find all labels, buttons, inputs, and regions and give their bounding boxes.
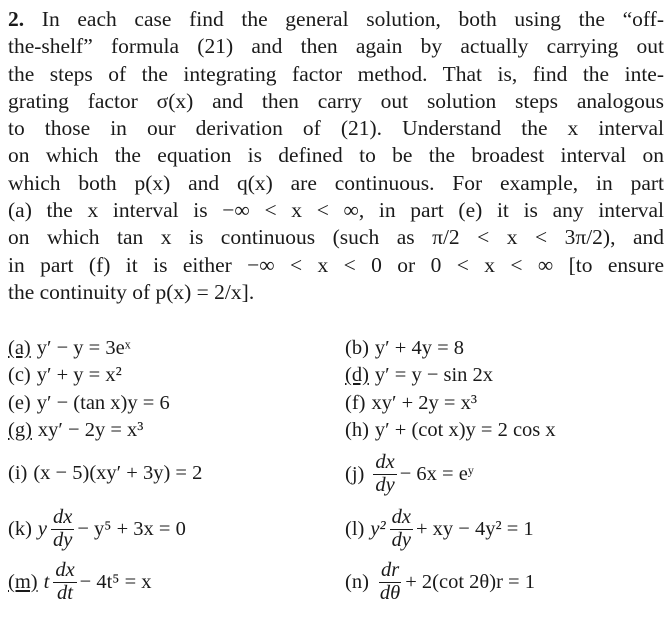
part-prefix: y² <box>370 517 386 540</box>
part-n <box>345 560 535 604</box>
part-k <box>8 507 186 551</box>
part-m <box>8 560 152 604</box>
fraction-numerator: dx <box>375 451 395 473</box>
part-label: (l) <box>345 517 365 540</box>
derivative-fraction <box>51 507 74 551</box>
part-equation: y′ + y = x² <box>36 364 122 386</box>
part-label: (c) <box>8 364 31 386</box>
part-b <box>345 337 464 360</box>
part-equation: xy′ − 2y = x³ <box>37 419 144 441</box>
part-label: (n) <box>345 570 369 593</box>
problem-line: 2. In each case find the general solution, both using the “off- <box>8 7 664 31</box>
problem-line: which both p(x) and q(x) are continuous. For example, in part <box>8 170 664 195</box>
part-equation: y′ − y = 3eˣ <box>36 337 131 359</box>
part-l <box>345 507 534 551</box>
fraction-denominator: dy <box>53 528 73 551</box>
problem-line: to those in our derivation of (21). Understand the x interval <box>8 116 664 141</box>
fraction-numerator: dx <box>55 559 75 581</box>
fraction-numerator: dx <box>391 506 411 528</box>
fraction-denominator: dy <box>391 528 411 551</box>
problem-line: in part (f) it is either −∞ < x < 0 or 0 < x < ∞ [to ensure <box>8 252 664 277</box>
part-label: (d) <box>345 364 369 386</box>
part-e <box>8 392 170 415</box>
part-label: (h) <box>345 419 369 441</box>
fraction-denominator: dθ <box>379 581 401 604</box>
part-label: (j) <box>345 462 365 485</box>
problem-line: the continuity of p(x) = 2/x]. <box>8 279 255 304</box>
part-equation: (x − 5)(xy′ + 3y) = 2 <box>33 462 203 484</box>
problem-statement <box>8 6 664 306</box>
part-d <box>345 364 493 387</box>
fraction-denominator: dt <box>57 581 73 604</box>
fraction-denominator: dy <box>375 473 395 496</box>
problem-line: on which tan x is continuous (such as π/2 < x < 3π/2), and <box>8 225 664 250</box>
part-equation: y′ − (tan x)y = 6 <box>36 392 170 414</box>
part-label: (i) <box>8 462 28 484</box>
part-equation-rest: − 6x = eʸ <box>399 462 474 485</box>
part-i <box>8 462 202 485</box>
part-equation: y′ + (cot x)y = 2 cos x <box>374 419 556 441</box>
problem-line: grating factor σ(x) and then carry out solution steps analogous <box>8 88 664 113</box>
part-label: (k) <box>8 517 32 540</box>
problem-line: the steps of the integrating factor method. That is, find the inte- <box>8 61 664 86</box>
part-equation-rest: + xy − 4y² = 1 <box>415 517 534 540</box>
part-f <box>345 392 477 415</box>
fraction-numerator: dx <box>53 506 73 528</box>
part-label: (f) <box>345 392 366 414</box>
problem-line: the-shelf” formula (21) and then again by actually carrying out <box>8 34 664 59</box>
derivative-fraction <box>390 507 413 551</box>
part-g <box>8 419 143 442</box>
part-h <box>345 419 556 442</box>
part-equation: xy′ + 2y = x³ <box>371 392 477 414</box>
part-equation: y′ + 4y = 8 <box>374 337 465 359</box>
part-label: (m) <box>8 570 38 593</box>
part-c <box>8 364 122 387</box>
part-equation-rest: − y⁵ + 3x = 0 <box>77 517 186 540</box>
part-j <box>345 452 474 496</box>
problem-number: 2. <box>8 7 25 31</box>
derivative-fraction <box>378 560 402 604</box>
part-equation-rest: + 2(cot 2θ)r = 1 <box>405 570 535 593</box>
part-equation-rest: − 4t⁵ = x <box>79 570 152 593</box>
fraction-numerator: dr <box>380 559 400 581</box>
part-label: (b) <box>345 337 369 359</box>
part-label: (a) <box>8 337 31 359</box>
problem-line: (a) the x interval is −∞ < x < ∞, in part (e) it is any interval <box>8 198 664 223</box>
part-prefix: y <box>37 517 48 540</box>
derivative-fraction <box>53 560 76 604</box>
part-prefix: t <box>43 570 50 593</box>
part-equation: y′ = y − sin 2x <box>374 364 494 386</box>
part-a <box>8 337 131 360</box>
derivative-fraction <box>373 452 396 496</box>
part-label: (e) <box>8 392 31 414</box>
problem-line: on which the equation is defined to be the broadest interval on <box>8 143 664 168</box>
part-label: (g) <box>8 419 32 441</box>
